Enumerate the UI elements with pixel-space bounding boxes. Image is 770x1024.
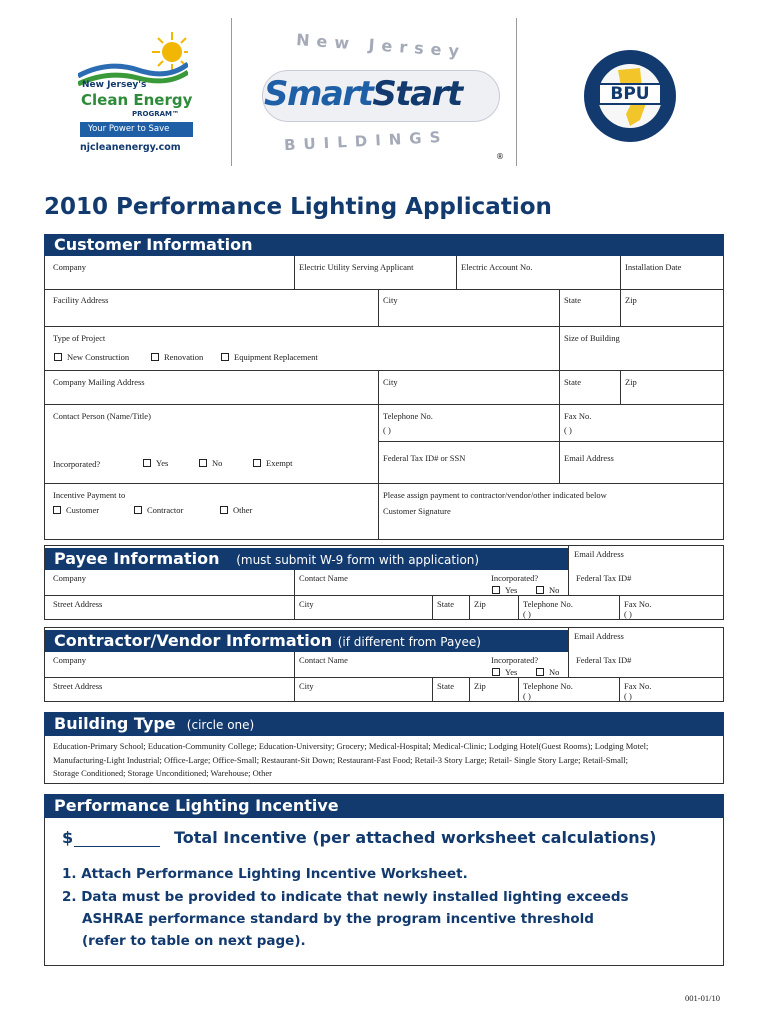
incentive-item1: 1. Attach Performance Lighting Incentive Worksheet.	[62, 866, 468, 882]
checkbox-icon	[536, 668, 544, 676]
clean-energy-logo	[78, 30, 198, 162]
checkbox-icon	[199, 459, 207, 467]
checkbox-icon	[53, 506, 61, 514]
building-types-line1[interactable]: Education-Primary School; Education-Community College; Education-University; Grocery; Medical-Hospital; Medical-Clinic; Lodging Hotel(Guest Rooms); Lodging Motel;	[53, 741, 649, 751]
contractor-subheading: (if different from Payee)	[337, 635, 481, 649]
smartstart-bottom: BUILDINGS	[283, 127, 449, 155]
renovation-checkbox[interactable]	[151, 352, 203, 362]
contractor-zip-label[interactable]: Zip	[474, 681, 486, 691]
yes-label: Yes	[505, 667, 518, 677]
utility-label[interactable]: Electric Utility Serving Applicant	[299, 262, 414, 272]
pay-other-checkbox[interactable]	[220, 505, 252, 515]
registered-mark: ®	[496, 152, 504, 161]
payee-incorporated-label: Incorporated?	[491, 573, 539, 583]
cust-col-line	[294, 256, 295, 289]
new-construction-label: New Construction	[67, 352, 130, 362]
sun-waves-icon	[78, 30, 188, 86]
telephone-paren: ( )	[383, 425, 391, 435]
payee-fax-paren: ( )	[624, 609, 632, 619]
customer-info-bar	[44, 234, 724, 256]
incentive-payment-label: Incentive Payment to	[53, 490, 126, 500]
checkbox-icon	[253, 459, 261, 467]
contractor-col-line	[619, 677, 620, 702]
bpu-text: BPU	[598, 83, 662, 105]
cep-tagline: Your Power to Save	[80, 122, 193, 137]
state-label[interactable]: State	[564, 295, 581, 305]
contractor-yes-checkbox[interactable]	[492, 667, 517, 677]
smartstart-logo	[248, 30, 508, 166]
contractor-col-line	[518, 677, 519, 702]
cust-col-line	[378, 370, 379, 404]
incentive-item2b: ASHRAE performance standard by the program incentive threshold	[82, 911, 594, 927]
payee-col-line	[518, 595, 519, 620]
incentive-item2a: 2. Data must be provided to indicate that newly installed lighting exceeds	[62, 889, 629, 905]
payee-company-label[interactable]: Company	[53, 573, 87, 583]
cust-col-line	[559, 326, 560, 370]
exempt-label: Exempt	[266, 458, 293, 468]
contractor-telephone-label[interactable]: Telephone No.	[523, 681, 573, 691]
contractor-col-line	[432, 677, 433, 702]
incorporated-exempt-checkbox[interactable]	[253, 458, 292, 468]
contractor-row-line	[44, 677, 724, 678]
email-label[interactable]: Email Address	[564, 453, 614, 463]
cust-row-line	[44, 483, 724, 484]
cust-col-line	[378, 483, 379, 540]
new-construction-checkbox[interactable]	[54, 352, 129, 362]
contractor-incorporated-label: Incorporated?	[491, 655, 539, 665]
checkbox-icon	[220, 506, 228, 514]
install-date-label[interactable]: Installation Date	[625, 262, 682, 272]
building-types-line3[interactable]: Storage Conditioned; Storage Unconditioned; Warehouse; Other	[53, 768, 272, 778]
payee-col-line	[568, 545, 569, 595]
contractor-contact-label[interactable]: Contact Name	[299, 655, 348, 665]
building-type-heading	[54, 714, 254, 735]
building-type-bar	[44, 712, 724, 736]
cust-col-line	[456, 256, 457, 289]
payee-street-label[interactable]: Street Address	[53, 599, 103, 609]
yes-label: Yes	[505, 585, 518, 595]
project-type-label: Type of Project	[53, 333, 106, 343]
total-incentive-label: Total Incentive (per attached worksheet calculations)	[174, 828, 657, 847]
no-label: No	[549, 585, 560, 595]
contractor-telephone-paren: ( )	[523, 691, 531, 701]
payee-state-label[interactable]: State	[437, 599, 454, 609]
payee-city-label[interactable]: City	[299, 599, 314, 609]
checkbox-icon	[492, 668, 500, 676]
contractor-col-line	[469, 677, 470, 702]
payee-col-line	[294, 570, 295, 620]
payee-no-checkbox[interactable]	[536, 585, 559, 595]
contractor-email-label[interactable]: Email Address	[574, 631, 624, 641]
fax-label[interactable]: Fax No.	[564, 411, 592, 421]
checkbox-icon	[143, 459, 151, 467]
cust-row-line	[378, 441, 724, 442]
cust-row-line	[44, 370, 724, 371]
company-label[interactable]: Company	[53, 262, 87, 272]
smartstart-main	[264, 74, 462, 114]
cust-col-line	[559, 370, 560, 404]
fax-paren: ( )	[564, 425, 572, 435]
form-code: 001-01/10	[685, 993, 720, 1003]
contact-person-label[interactable]: Contact Person (Name/Title)	[53, 411, 151, 421]
payee-telephone-paren: ( )	[523, 609, 531, 619]
city-label[interactable]: City	[383, 295, 398, 305]
checkbox-icon	[221, 353, 229, 361]
mailing-address-label[interactable]: Company Mailing Address	[53, 377, 145, 387]
zip2-label[interactable]: Zip	[625, 377, 637, 387]
cust-row-line	[44, 326, 724, 327]
contractor-opt-label: Contractor	[147, 505, 184, 515]
page-title: 2010 Performance Lighting Application	[44, 194, 552, 220]
checkbox-icon	[492, 586, 500, 594]
building-size-label[interactable]: Size of Building	[564, 333, 620, 343]
payee-contact-label[interactable]: Contact Name	[299, 573, 348, 583]
incorporated-yes-checkbox[interactable]	[143, 458, 168, 468]
account-label[interactable]: Electric Account No.	[461, 262, 533, 272]
building-types-line2[interactable]: Manufacturing-Light Industrial; Office-Large; Office-Small; Restaurant-Sit Down; Restaurant-Fast Food; Retail-3 Story Large; Retail- Single Story Large; Retail-Small;	[53, 755, 628, 765]
payee-subheading: (must submit W-9 form with application)	[236, 553, 480, 567]
contractor-heading-text: Contractor/Vendor Information	[54, 631, 333, 650]
payee-row-line	[44, 595, 724, 596]
smartstart-start: Start	[372, 74, 462, 114]
cep-line3: PROGRAM™	[132, 110, 179, 118]
cep-url: njcleanenergy.com	[80, 142, 181, 153]
yes-label: Yes	[156, 458, 169, 468]
contractor-no-checkbox[interactable]	[536, 667, 559, 677]
contractor-fax-paren: ( )	[624, 691, 632, 701]
state2-label[interactable]: State	[564, 377, 581, 387]
customer-opt-label: Customer	[66, 505, 100, 515]
contractor-state-label[interactable]: State	[437, 681, 454, 691]
building-subheading: (circle one)	[186, 718, 255, 732]
payee-telephone-label[interactable]: Telephone No.	[523, 599, 573, 609]
bpu-seal	[582, 48, 678, 144]
building-heading-text: Building Type	[54, 714, 176, 733]
cust-row-line	[44, 404, 724, 405]
contractor-col-line	[294, 652, 295, 702]
cep-line1: New Jersey's	[82, 80, 147, 90]
dollar-sign: $	[62, 828, 74, 847]
pay-contractor-checkbox[interactable]	[134, 505, 183, 515]
payee-yes-checkbox[interactable]	[492, 585, 517, 595]
incorporated-label: Incorporated?	[53, 459, 101, 469]
cust-col-line	[559, 289, 560, 326]
total-incentive-input[interactable]	[74, 846, 160, 847]
cust-col-line	[378, 289, 379, 326]
city2-label[interactable]: City	[383, 377, 398, 387]
incentive-bar	[44, 794, 724, 818]
zip-label[interactable]: Zip	[625, 295, 637, 305]
contractor-col-line	[568, 627, 569, 677]
payee-col-line	[469, 595, 470, 620]
incentive-heading: Performance Lighting Incentive	[54, 796, 339, 815]
facility-address-label[interactable]: Facility Address	[53, 295, 109, 305]
contractor-company-label[interactable]: Company	[53, 655, 87, 665]
cust-col-line	[620, 289, 621, 326]
payee-email-label[interactable]: Email Address	[574, 549, 624, 559]
equipment-replacement-label: Equipment Replacement	[234, 352, 318, 362]
no-label: No	[549, 667, 560, 677]
smartstart-smart: Smart	[264, 74, 373, 114]
contractor-city-label[interactable]: City	[299, 681, 314, 691]
payee-fax-label[interactable]: Fax No.	[624, 599, 652, 609]
smartstart-top: New Jersey	[295, 30, 467, 61]
cust-col-line	[620, 370, 621, 404]
incentive-item2c: (refer to table on next page).	[82, 933, 306, 949]
assign-note: Please assign payment to contractor/vendor/other indicated below	[383, 490, 607, 500]
incorporated-no-checkbox[interactable]	[199, 458, 222, 468]
cust-row-line	[44, 289, 724, 290]
checkbox-icon	[536, 586, 544, 594]
checkbox-icon	[151, 353, 159, 361]
contractor-federal-tax-label[interactable]: Federal Tax ID#	[576, 655, 632, 665]
cust-col-line	[559, 404, 560, 483]
payee-federal-tax-label[interactable]: Federal Tax ID#	[576, 573, 632, 583]
payee-col-line	[619, 595, 620, 620]
equipment-replacement-checkbox[interactable]	[221, 352, 318, 362]
telephone-label[interactable]: Telephone No.	[383, 411, 433, 421]
federal-tax-label[interactable]: Federal Tax ID# or SSN	[383, 453, 466, 463]
payee-col-line	[432, 595, 433, 620]
cep-line2: Clean Energy	[81, 91, 193, 109]
renovation-label: Renovation	[164, 352, 204, 362]
contractor-street-label[interactable]: Street Address	[53, 681, 103, 691]
other-opt-label: Other	[233, 505, 253, 515]
logo-divider-right	[516, 18, 517, 166]
contractor-fax-label[interactable]: Fax No.	[624, 681, 652, 691]
cust-col-line	[620, 256, 621, 289]
checkbox-icon	[54, 353, 62, 361]
payee-heading-text: Payee Information	[54, 549, 220, 568]
payee-zip-label[interactable]: Zip	[474, 599, 486, 609]
signature-label[interactable]: Customer Signature	[383, 506, 451, 516]
logo-divider-left	[231, 18, 232, 166]
cust-col-line	[378, 404, 379, 483]
customer-info-heading: Customer Information	[54, 235, 253, 254]
pay-customer-checkbox[interactable]	[53, 505, 99, 515]
checkbox-icon	[134, 506, 142, 514]
no-label: No	[212, 458, 223, 468]
